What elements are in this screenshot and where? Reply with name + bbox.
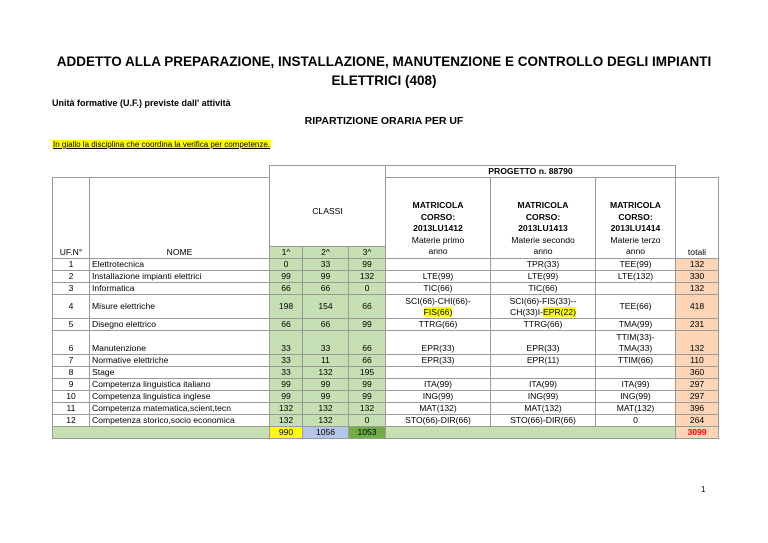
- row-number: 12: [53, 414, 90, 426]
- total-value: 418: [676, 294, 719, 318]
- classi-top: [270, 166, 386, 178]
- row-name: Misure elettriche: [90, 294, 270, 318]
- totali-header: totali: [676, 178, 719, 259]
- m2-coordinator: EPR(22): [543, 306, 576, 317]
- class-3-value: 99: [349, 318, 386, 330]
- table-row: [53, 330, 719, 354]
- header-row-2: [53, 178, 719, 247]
- m2-value: LTE(99): [491, 270, 596, 282]
- nome-header: NOME: [90, 246, 270, 258]
- table-row: [53, 282, 719, 294]
- class-2-value: 154: [303, 294, 349, 318]
- totals-label-empty: [53, 426, 270, 438]
- m2-value: TTRG(66): [491, 318, 596, 330]
- row-number: 1: [53, 258, 90, 270]
- m2-value: EPR(33): [491, 330, 596, 354]
- m1-value: LTE(99): [386, 270, 491, 282]
- m3-l5: anno: [625, 246, 646, 256]
- row-name: Competenza storico,socio economica: [90, 414, 270, 426]
- class-3-value: 132: [349, 402, 386, 414]
- uf-head-top: [53, 178, 90, 247]
- row-number: 10: [53, 390, 90, 402]
- m1-value: MAT(132): [386, 402, 491, 414]
- class-2-value: 11: [303, 354, 349, 366]
- row-name: Informatica: [90, 282, 270, 294]
- header-row-1: [53, 166, 719, 178]
- total-value: 297: [676, 378, 719, 390]
- m2-line-2: CH(33)I-: [510, 306, 543, 317]
- row-name: Competenza linguistica inglese: [90, 390, 270, 402]
- row-name: Elettrotecnica: [90, 258, 270, 270]
- m2-l3: 2013LU1413: [518, 223, 568, 233]
- row-number: 6: [53, 330, 90, 354]
- table-row: [53, 294, 719, 318]
- m1-value: ITA(99): [386, 378, 491, 390]
- class-1-value: 132: [270, 414, 303, 426]
- m1-value: [386, 366, 491, 378]
- class-1-value: 0: [270, 258, 303, 270]
- m3-value: TEE(66): [596, 294, 676, 318]
- header-empty: [53, 166, 270, 178]
- total-value: 132: [676, 258, 719, 270]
- class-1-value: 198: [270, 294, 303, 318]
- m1-value: EPR(33): [386, 354, 491, 366]
- m3-line-1: TTIM(33)-: [616, 331, 655, 342]
- nome-head-top: [90, 178, 270, 247]
- class-3-header: 3^: [349, 246, 386, 258]
- hours-table: [52, 165, 719, 439]
- class-1-value: 33: [270, 366, 303, 378]
- m1-value: EPR(33): [386, 330, 491, 354]
- m2-l1: MATRICOLA: [517, 200, 569, 210]
- row-number: 11: [53, 402, 90, 414]
- class-1-header: 1^: [270, 246, 303, 258]
- class-1-value: 66: [270, 282, 303, 294]
- m2-value: TIC(66): [491, 282, 596, 294]
- table-row: [53, 390, 719, 402]
- m3-value: TTIM(66): [596, 354, 676, 366]
- row-number: 2: [53, 270, 90, 282]
- class-3-value: 195: [349, 366, 386, 378]
- class-2-total: 1056: [303, 426, 349, 438]
- m2-value: ING(99): [491, 390, 596, 402]
- total-value: 110: [676, 354, 719, 366]
- table-row: [53, 402, 719, 414]
- totals-row: [53, 426, 719, 438]
- m3-line-2: TMA(33): [618, 342, 653, 353]
- yellow-note: In giallo la disciplina che coordina la verifica per competenze.: [53, 140, 271, 149]
- m1-value: ING(99): [386, 390, 491, 402]
- class-1-total: 990: [270, 426, 303, 438]
- row-name: Stage: [90, 366, 270, 378]
- table-row: [53, 366, 719, 378]
- matricola-3-header: [596, 178, 676, 259]
- m3-value: 0: [596, 414, 676, 426]
- total-value: 132: [676, 282, 719, 294]
- class-2-value: 66: [303, 282, 349, 294]
- m3-value: ITA(99): [596, 378, 676, 390]
- class-3-value: 99: [349, 378, 386, 390]
- m1-value: TTRG(66): [386, 318, 491, 330]
- m3-value: TMA(99): [596, 318, 676, 330]
- m2-l2: CORSO:: [525, 211, 561, 222]
- m3-value: TEE(99): [596, 258, 676, 270]
- m1-value: TIC(66): [386, 282, 491, 294]
- m1-l3: 2013LU1412: [413, 223, 463, 233]
- class-2-value: 99: [303, 378, 349, 390]
- m2-value: TPR(33): [491, 258, 596, 270]
- class-2-value: 132: [303, 414, 349, 426]
- table-row: [53, 354, 719, 366]
- class-3-value: 66: [349, 294, 386, 318]
- row-number: 4: [53, 294, 90, 318]
- class-2-value: 33: [303, 330, 349, 354]
- row-name: Manutenzione: [90, 330, 270, 354]
- class-3-value: 66: [349, 354, 386, 366]
- row-name: Competenza linguistica italiano: [90, 378, 270, 390]
- title-line-1: ADDETTO ALLA PREPARAZIONE, INSTALLAZIONE, MANUTENZIONE E CONTROLLO DEGLI IMPIANTI: [56, 54, 712, 69]
- table-row: [53, 414, 719, 426]
- row-name: Disegno elettrico: [90, 318, 270, 330]
- total-value: 297: [676, 390, 719, 402]
- m3-l3: 2013LU1414: [610, 223, 661, 233]
- class-3-value: 0: [349, 282, 386, 294]
- class-1-value: 33: [270, 354, 303, 366]
- m2-value: ITA(99): [491, 378, 596, 390]
- m1-line-1: SCI(66)-CHI(66)-: [405, 295, 471, 306]
- class-3-value: 132: [349, 270, 386, 282]
- m3-value: ING(99): [596, 390, 676, 402]
- m2-value: [491, 366, 596, 378]
- class-2-header: 2^: [303, 246, 349, 258]
- totals-empty: [386, 426, 676, 438]
- m2-value: STO(66)-DIR(66): [491, 414, 596, 426]
- total-value: 231: [676, 318, 719, 330]
- class-1-value: 99: [270, 390, 303, 402]
- project-label: PROGETTO n. 88790: [386, 166, 676, 178]
- class-1-value: 132: [270, 402, 303, 414]
- class-3-value: 99: [349, 390, 386, 402]
- m1-l1: MATRICOLA: [412, 200, 464, 210]
- m3-l2: CORSO:: [618, 211, 653, 222]
- class-2-value: 99: [303, 390, 349, 402]
- m3-value: MAT(132): [596, 402, 676, 414]
- classi-header: CLASSI: [270, 178, 386, 247]
- m3-value: [596, 330, 676, 354]
- document-title: [40, 52, 728, 90]
- m2-value: [491, 294, 596, 318]
- grand-total: 3099: [676, 426, 719, 438]
- m2-l4: Materie secondo: [511, 234, 575, 245]
- row-number: 9: [53, 378, 90, 390]
- m3-value: [596, 366, 676, 378]
- class-1-value: 99: [270, 270, 303, 282]
- m1-value: STO(66)-DIR(66): [386, 414, 491, 426]
- class-3-value: 66: [349, 330, 386, 354]
- table-row: [53, 258, 719, 270]
- m1-l4: Materie primo: [411, 234, 465, 245]
- row-number: 8: [53, 366, 90, 378]
- m2-line-1: SCI(66)-FIS(33)--: [509, 295, 577, 306]
- m1-l5: anno: [428, 246, 448, 256]
- m3-value: LTE(132): [596, 270, 676, 282]
- matricola-2-header: [491, 178, 596, 259]
- total-value: 360: [676, 366, 719, 378]
- total-value: 132: [676, 330, 719, 354]
- m1-l2: CORSO:: [420, 211, 456, 222]
- m1-value: [386, 294, 491, 318]
- row-number: 3: [53, 282, 90, 294]
- m1-value: [386, 258, 491, 270]
- class-2-value: 33: [303, 258, 349, 270]
- total-value: 264: [676, 414, 719, 426]
- m2-l5: anno: [533, 246, 553, 256]
- class-1-value: 66: [270, 318, 303, 330]
- m2-value: MAT(132): [491, 402, 596, 414]
- m3-l4: Materie terzo: [610, 234, 661, 245]
- uf-header: UF.N°: [53, 246, 90, 258]
- class-2-value: 66: [303, 318, 349, 330]
- row-number: 5: [53, 318, 90, 330]
- class-2-value: 99: [303, 270, 349, 282]
- row-name: Normative elettriche: [90, 354, 270, 366]
- matricola-1-header: [386, 178, 491, 259]
- row-name: Competenza matematica,scient,tecn: [90, 402, 270, 414]
- row-number: 7: [53, 354, 90, 366]
- class-2-value: 132: [303, 366, 349, 378]
- class-3-value: 0: [349, 414, 386, 426]
- subtitle: Unità formative (U.F.) previste dall' attività: [52, 98, 231, 108]
- m3-l1: MATRICOLA: [610, 200, 661, 210]
- m1-coordinator: FIS(66): [423, 306, 453, 317]
- section-heading: RIPARTIZIONE ORARIA PER UF: [304, 115, 464, 127]
- m2-value: EPR(11): [491, 354, 596, 366]
- class-1-value: 99: [270, 378, 303, 390]
- total-value: 396: [676, 402, 719, 414]
- class-3-total: 1053: [349, 426, 386, 438]
- title-line-2: ELETTRICI (408): [331, 73, 437, 88]
- class-2-value: 132: [303, 402, 349, 414]
- table-row: [53, 318, 719, 330]
- row-name: Installazione impianti elettrici: [90, 270, 270, 282]
- table-row: [53, 378, 719, 390]
- total-value: 330: [676, 270, 719, 282]
- m3-value: [596, 282, 676, 294]
- page-number: 1: [701, 485, 706, 494]
- table-row: [53, 270, 719, 282]
- class-3-value: 99: [349, 258, 386, 270]
- class-1-value: 33: [270, 330, 303, 354]
